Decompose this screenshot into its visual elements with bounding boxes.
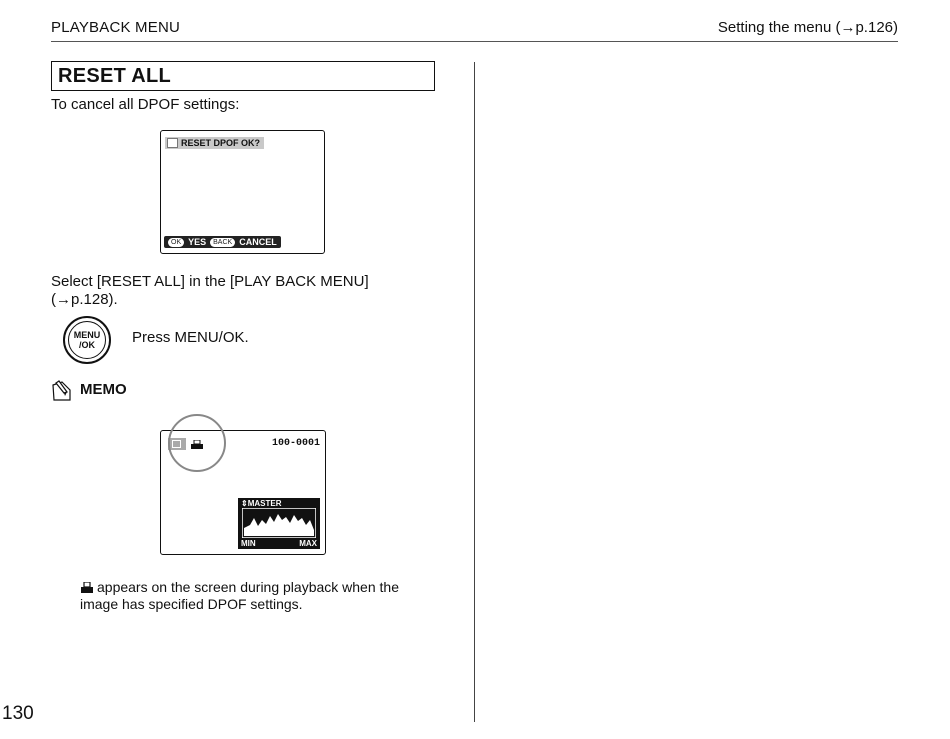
- header-divider: [51, 41, 898, 42]
- menu-button-text: MENU: [73, 330, 101, 340]
- press-instruction: Press MENU/OK.: [132, 329, 249, 346]
- memo-pencil-icon: [50, 379, 74, 403]
- menu-ok-button-icon: [63, 316, 111, 364]
- reset-dpof-screen: [160, 130, 325, 254]
- memo-title: MEMO: [80, 381, 127, 398]
- memo-note-line-2: image has specified DPOF settings.: [80, 596, 303, 612]
- step-line-1: Select [RESET ALL] in the [PLAY BACK MENU]: [51, 273, 369, 290]
- histogram-max: MAX: [299, 539, 317, 548]
- ok-key-icon: OK: [168, 238, 184, 247]
- yes-label: YES: [188, 237, 207, 247]
- section-title: RESET ALL: [58, 65, 172, 87]
- column-divider: [474, 62, 475, 722]
- menu-ok-button-face: [68, 321, 106, 359]
- histogram-min: MIN: [241, 539, 256, 548]
- reset-dpof-prompt: [165, 137, 264, 149]
- page-number: 130: [2, 703, 34, 724]
- histogram-graph: [242, 508, 316, 538]
- ok-button-text: /OK: [78, 340, 95, 350]
- menu-reference: Setting the menu (→p.126): [717, 19, 898, 36]
- memo-note-line-1: appears on the screen during playback when the: [97, 579, 399, 595]
- step-instruction: [51, 273, 369, 309]
- section-title-box: [51, 61, 435, 91]
- highlight-circle: [168, 414, 226, 472]
- print-icon: [167, 138, 178, 148]
- dpof-print-icon: [81, 582, 93, 593]
- cancel-label: CANCEL: [239, 237, 277, 247]
- section-header: PLAYBACK MENU: [51, 19, 181, 36]
- frame-number: 100-0001: [271, 438, 320, 449]
- screen-button-bar: [164, 236, 281, 248]
- reset-dpof-label: RESET DPOF OK?: [181, 138, 261, 148]
- histogram-panel: [238, 498, 320, 549]
- intro-text: To cancel all DPOF settings:: [51, 96, 240, 113]
- back-key-icon: BACK: [210, 238, 235, 247]
- step-line-2: (→p.128).: [51, 291, 118, 308]
- histogram-label: ⇕MASTER: [241, 499, 282, 508]
